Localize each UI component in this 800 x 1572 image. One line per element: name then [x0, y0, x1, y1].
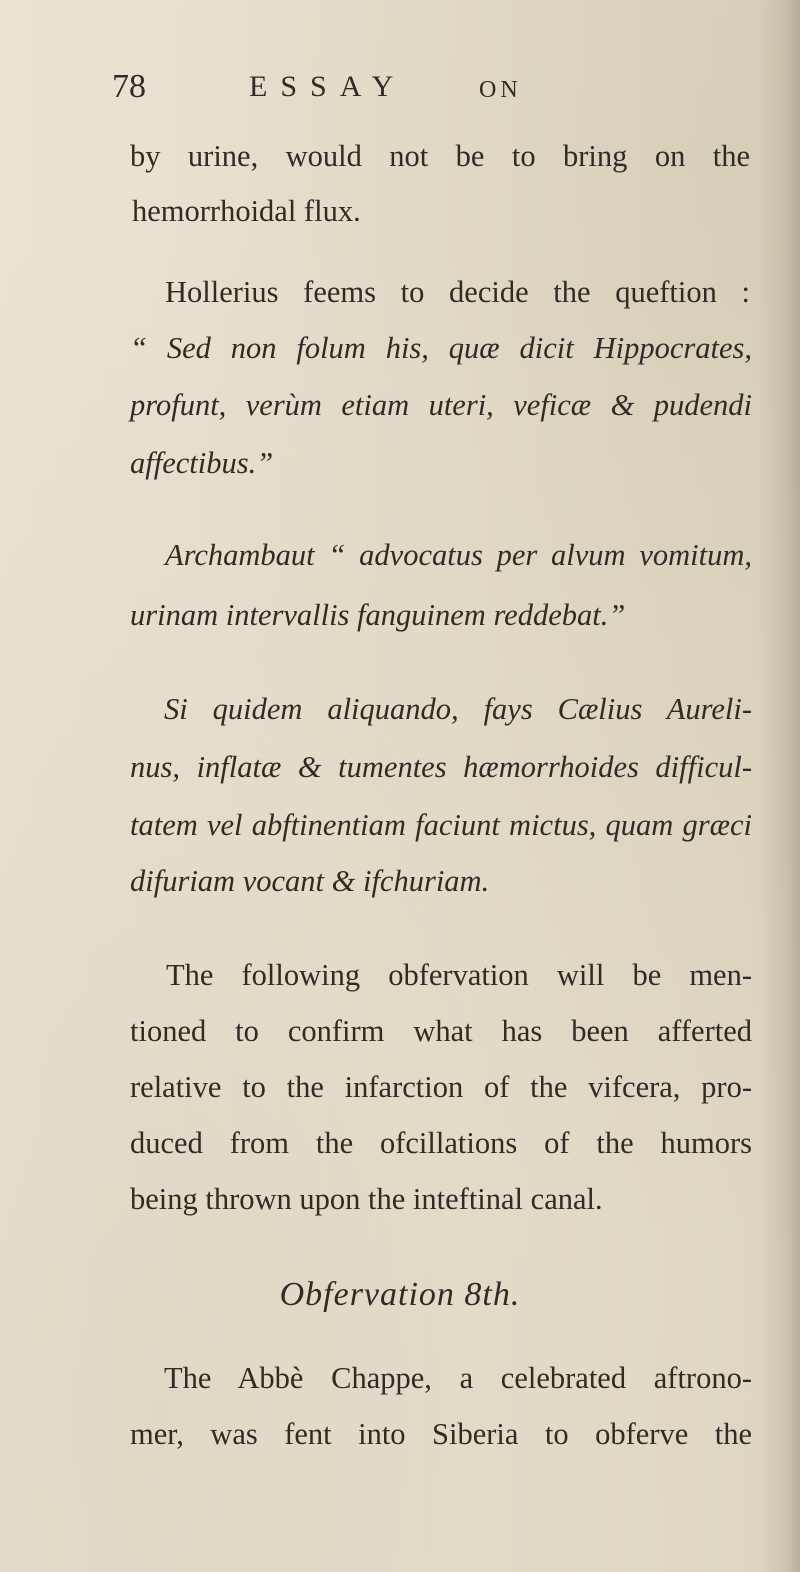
page-edge-shadow — [758, 0, 800, 1572]
text-line: affectibus.” — [130, 446, 274, 480]
text-line: difuriam vocant & ifchuriam. — [130, 864, 490, 898]
text-line: tatem vel abftinentiam faciunt mictus, quam græci — [130, 808, 752, 842]
text-line: urinam intervallis fanguinem reddebat.” — [130, 598, 626, 632]
text-line: being thrown upon the inteftinal canal. — [130, 1182, 603, 1216]
text-line: relative to the infarction of the vifcera, pro- — [130, 1070, 752, 1104]
observation-heading: Obfervation 8th. — [279, 1276, 521, 1313]
text-line: profunt, verùm etiam uteri, veficæ & pudendi — [130, 388, 752, 422]
page-number: 78 — [112, 68, 146, 105]
text-line: The Abbè Chappe, a celebrated aftrono- — [164, 1361, 752, 1395]
running-head-title: ESSAY — [249, 70, 407, 103]
text-line: nus, inflatæ & tumentes hæmorrhoides difficul- — [130, 750, 752, 784]
text-line: by urine, would not be to bring on the — [130, 139, 750, 173]
text-line: mer, was fent into Siberia to obferve the — [130, 1417, 752, 1451]
running-head-word: ON — [479, 77, 522, 103]
text-line: The following obfervation will be men- — [166, 958, 752, 992]
text-line: tioned to confirm what has been afferted — [130, 1014, 752, 1048]
text-line: Si quidem aliquando, fays Cælius Aureli- — [164, 692, 752, 726]
text-line: “ Sed non folum his, quæ dicit Hippocrates, — [130, 331, 752, 365]
text-line: Hollerius feems to decide the queftion : — [165, 275, 750, 309]
text-line: duced from the ofcillations of the humors — [130, 1126, 752, 1160]
text-line: Archambaut “ advocatus per alvum vomitum, — [165, 538, 752, 572]
running-head — [0, 70, 800, 118]
text-line: hemorrhoidal flux. — [132, 194, 361, 228]
